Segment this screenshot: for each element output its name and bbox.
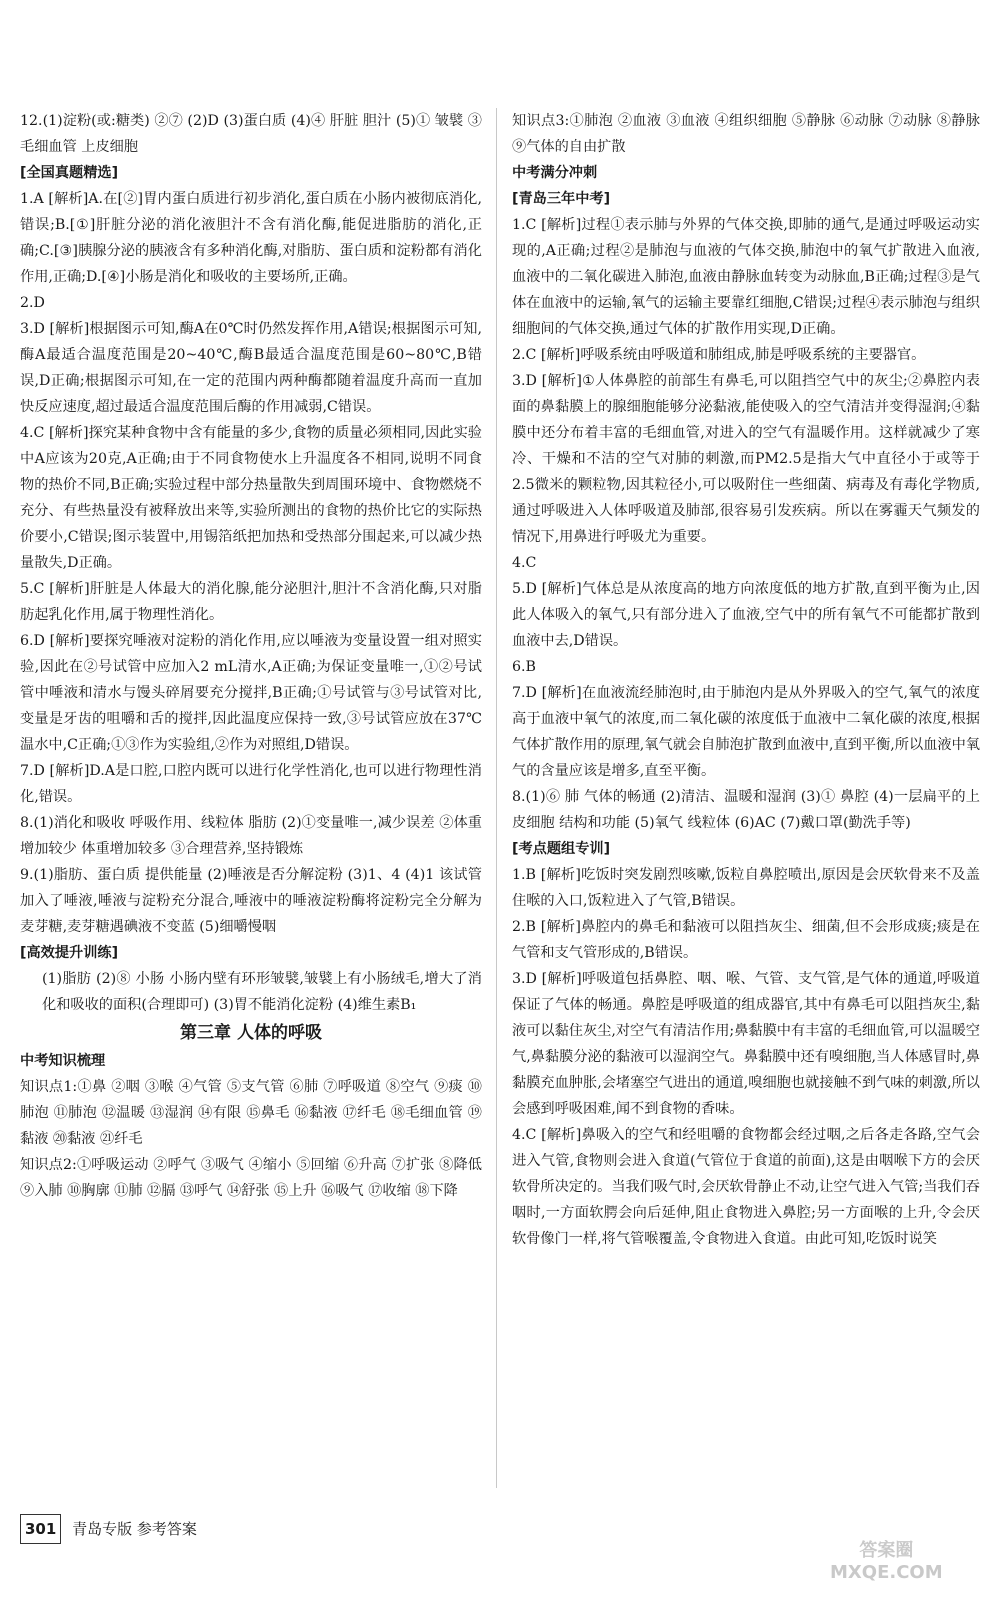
answer-r8: 8.(1)⑥ 肺 气体的畅通 (2)清洁、温暖和湿润 (3)① 鼻腔 (4)一层扁平的上皮细胞 结构和功能 (5)氧气 线粒体 (6)AC (7)戴口罩(勤洗手等) [512,789,980,831]
answer-9: 9.(1)脂肪、蛋白质 提供能量 (2)唾液是否分解淀粉 (3)1、4 (4)1 该试管加入了唾液,唾液与淀粉充分混合,唾液中的唾液淀粉酶将淀粉完全分解为麦芽糖,麦芽糖遇碘液不变蓝 (5)细嚼慢咽 [20,867,482,935]
answer-r5: 5.D [解析]气体总是从浓度高的地方向浓度低的地方扩散,直到平衡为止,因此人体吸入的氧气,只有部分进入了血液,空气中的所有氧气不可能都扩散到血液中去,D错误。 [512,581,980,649]
watermark-line1: 答案圈 [859,1540,914,1561]
answer-12: 12.(1)淀粉(或:糖类) ②⑦ (2)D (3)蛋白质 (4)④ 肝脏 胆汁 (5)① 皱襞 ③ 毛细血管 上皮细胞 [20,113,482,155]
answer-r6: 6.B [512,659,536,675]
answer-t2: 2.B [解析]鼻腔内的鼻毛和黏液可以阻挡灰尘、细菌,但不会形成痰;痰是在气管和支气管形成的,B错误。 [512,919,980,961]
answer-4: 4.C [解析]探究某种食物中含有能量的多少,食物的质量必须相同,因此实验中A应该为20克,A正确;由于不同食物使水上升温度各不相同,说明不同食物的热价不同,B正确;实验过程中部分热量散失到周围环境中、食物燃烧不充分、有些热量没有被释放出来等,实验所测出的食物的热价比它的实际热价要小,C错误;图示装置中,用锡箔纸把加热和受热部分围起来,可以减少热量散失,D正确。 [20,425,482,571]
column-divider [496,108,497,1488]
answer-3: 3.D [解析]根据图示可知,酶A在0℃时仍然发挥作用,A错误;根据图示可知,酶A最适合温度范围是20~40℃,酶B最适合温度范围是60~80℃,B错误,D正确;根据图示可知,在一定的范围内两种酶都随着温度升高而一直加快反应速度,超过最适合温度范围后酶的作用减弱,C错误。 [20,321,482,415]
answer-r4: 4.C [512,555,537,571]
watermark-line2: MXQE.COM [830,1562,943,1583]
answer-8: 8.(1)消化和吸收 呼吸作用、线粒体 脂肪 (2)①变量唯一,减少误差 ②体重增加较少 体重增加较多 ③合理营养,坚持锻炼 [20,815,482,857]
answer-r1: 1.C [解析]过程①表示肺与外界的气体交换,即肺的通气,是通过呼吸运动实现的,A正确;过程②是肺泡与血液的气体交换,肺泡中的氧气扩散进入血液,血液中的二氧化碳进入肺泡,血液由静脉血转变为动脉血,B正确;过程③是气体在血液中的运输,氧气的运输主要靠红细胞,C错误;过程④表示肺泡与组织细胞间的气体交换,通过气体的扩散作用实现,D正确。 [512,217,980,337]
section-national-exam: [全国真题精选] [20,165,119,181]
section-topic-training: [考点题组专训] [512,841,611,857]
answer-t1: 1.B [解析]吃饭时突发剧烈咳嗽,饭粒自鼻腔喷出,原因是会厌软骨来不及盖住喉的入口,饭粒进入了气管,B错误。 [512,867,980,909]
answer-5: 5.C [解析]肝脏是人体最大的消化腺,能分泌胆汁,胆汁不含消化酶,只对脂肪起乳化作用,属于物理性消化。 [20,581,482,623]
answer-t3: 3.D [解析]呼吸道包括鼻腔、咽、喉、气管、支气管,是气体的通道,呼吸道保证了气体的畅通。鼻腔是呼吸道的组成器官,其中有鼻毛可以阻挡灰尘,黏液可以黏住灰尘,对空气有清洁作用;鼻黏膜中有丰富的毛细血管,可以温暖空气,鼻黏膜分泌的黏液可以湿润空气。鼻黏膜中还有嗅细胞,当人体感冒时,鼻黏膜充血肿胀,会堵塞空气进出的通道,嗅细胞也就接触不到气味的刺激,所以会感到呼吸困难,闻不到食物的香味。 [512,971,980,1117]
answer-6: 6.D [解析]要探究唾液对淀粉的消化作用,应以唾液为变量设置一组对照实验,因此在②号试管中应加入2 mL清水,A正确;为保证变量唯一,①②号试管中唾液和清水与馒头碎屑要充分搅拌,B正确;①号试管与③号试管对比,变量是牙齿的咀嚼和舌的搅拌,因此温度应保持一致,③号试管应放在37℃温水中,C正确;①③作为实验组,②作为对照组,D错误。 [20,633,482,753]
section-qingdao-exam: [青岛三年中考] [512,191,611,207]
answer-r2: 2.C [解析]呼吸系统由呼吸道和肺组成,肺是呼吸系统的主要器官。 [512,347,926,363]
answer-r7: 7.D [解析]在血液流经肺泡时,由于肺泡内是从外界吸入的空气,氧气的浓度高于血液中氧气的浓度,而二氧化碳的浓度低于血液中二氧化碳的浓度,根据气体扩散作用的原理,氧气就会自肺泡扩散到血液中,直到平衡,所以血液中氧气的含量应该是增多,直至平衡。 [512,685,980,779]
improvement-answer: (1)脂肪 (2)⑧ 小肠 小肠内壁有环形皱襞,皱襞上有小肠绒毛,增大了消化和吸收的面积(合理即可) (3)胃不能消化淀粉 (4)维生素B₁ [42,971,482,1013]
section-knowledge-review: 中考知识梳理 [20,1053,106,1069]
answer-1: 1.A [解析]A.在[②]胃内蛋白质进行初步消化,蛋白质在小肠内被彻底消化,错误;B.[①]肝脏分泌的消化液胆汁不含有消化酶,能促进脂肪的消化,正确;C.[③]胰腺分泌的胰液含有多种消化酶,对脂肪、蛋白质和淀粉都有消化作用,正确;D.[④]小肠是消化和吸收的主要场所,正确。 [20,191,482,285]
chapter-title: 第三章 人体的呼吸 [180,1023,322,1043]
watermark-logo [830,1540,943,1584]
section-improvement: [高效提升训练] [20,945,119,961]
left-column [20,108,482,1204]
footer-text: 青岛专版 参考答案 [72,1520,197,1538]
answer-t4: 4.C [解析]鼻吸入的空气和经咀嚼的食物都会经过咽,之后各走各路,空气会进入气管,食物则会进入食道(气管位于食道的前面),这是由咽喉下方的会厌软骨所决定的。当我们吸气时,会厌软骨静止不动,让空气进入气管;当我们吞咽时,一方面软腭会向后延伸,阻止食物进入鼻腔;另一方面喉的上升,令会厌软骨像门一样,将气管喉覆盖,令食物进入食道。由此可知,吃饭时说笑 [512,1127,980,1247]
answer-2: 2.D [20,295,45,311]
answer-r3: 3.D [解析]①人体鼻腔的前部生有鼻毛,可以阻挡空气中的灰尘;②鼻腔内表面的鼻黏膜上的腺细胞能够分泌黏液,能使吸入的空气清洁并变得湿润;④黏膜中还分布着丰富的毛细血管,对进入的空气有温暖作用。这样就减少了寒冷、干燥和不洁的空气对肺的刺激,而PM2.5是指大气中直径小于或等于2.5微米的颗粒物,因其粒径小,可以吸附住一些细菌、病毒及有毒化学物质,通过呼吸进入人体呼吸道及肺部,很容易引发疾病。所以在雾霾天气频发的情况下,用鼻进行呼吸尤为重要。 [512,373,980,545]
answer-7: 7.D [解析]D.A是口腔,口腔内既可以进行化学性消化,也可以进行物理性消化,错误。 [20,763,482,805]
knowledge-point-1: 知识点1:①鼻 ②咽 ③喉 ④气管 ⑤支气管 ⑥肺 ⑦呼吸道 ⑧空气 ⑨痰 ⑩肺泡 ⑪肺泡 ⑫温暖 ⑬湿润 ⑭有限 ⑮鼻毛 ⑯黏液 ⑰纤毛 ⑱毛细血管 ⑲黏液 ⑳黏液 ㉑纤毛 [20,1079,482,1147]
right-column [512,108,980,1252]
knowledge-point-3: 知识点3:①肺泡 ②血液 ③血液 ④组织细胞 ⑤静脉 ⑥动脉 ⑦动脉 ⑧静脉 ⑨气体的自由扩散 [512,113,980,155]
page-footer [20,1514,197,1544]
page-number: 301 [20,1514,61,1544]
section-full-score: 中考满分冲刺 [512,165,598,181]
knowledge-point-2: 知识点2:①呼吸运动 ②呼气 ③吸气 ④缩小 ⑤回缩 ⑥升高 ⑦扩张 ⑧降低 ⑨入肺 ⑩胸廓 ⑪肺 ⑫膈 ⑬呼气 ⑭舒张 ⑮上升 ⑯吸气 ⑰收缩 ⑱下降 [20,1157,482,1199]
